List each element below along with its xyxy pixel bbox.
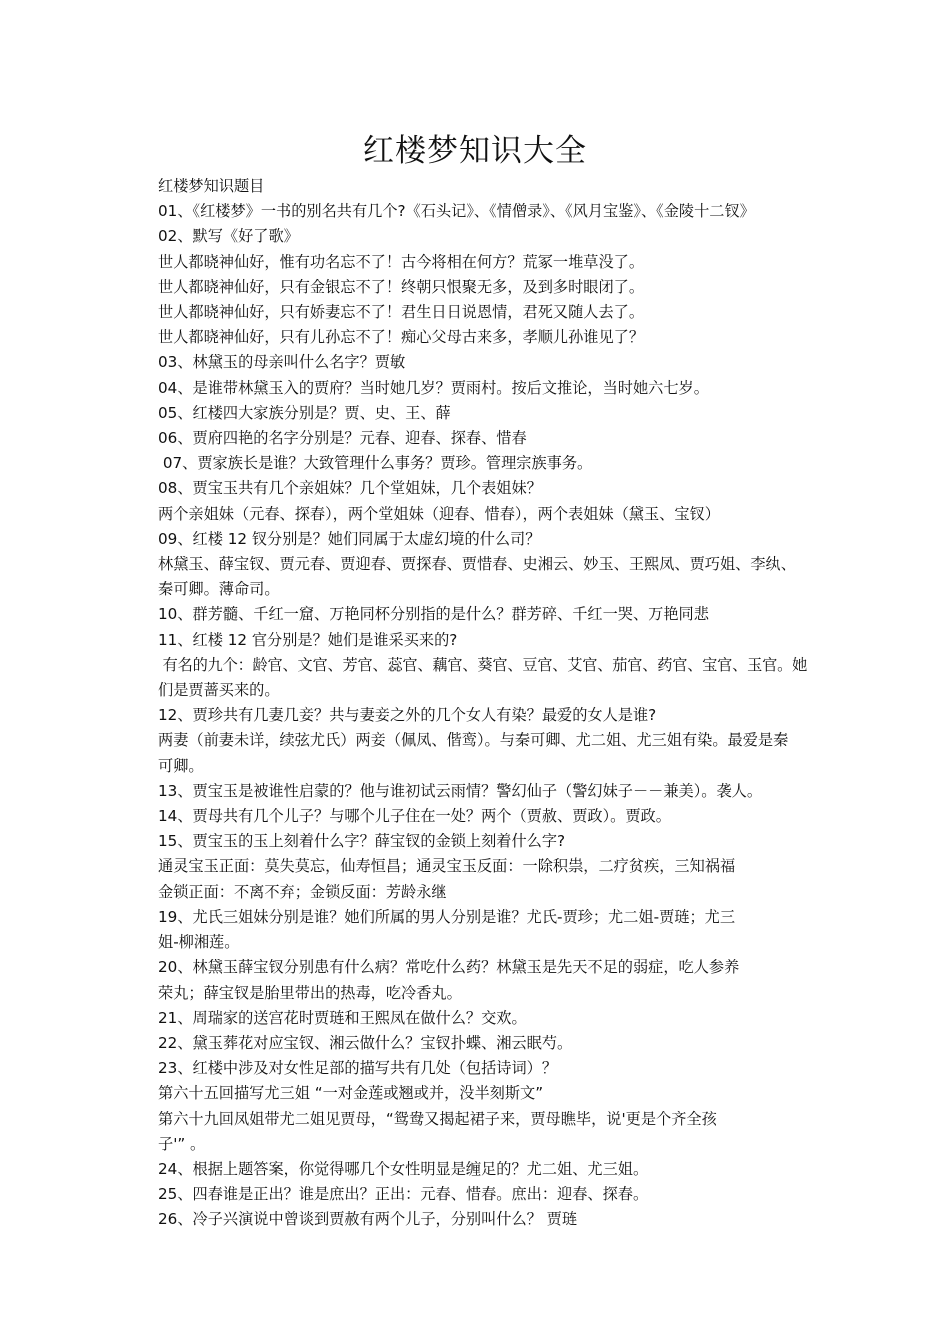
poem-line: 世人都晓神仙好，只有娇妻忘不了！君生日日说恩情，君死又随人去了。	[158, 303, 644, 322]
poem-line: 世人都晓神仙好，惟有功名忘不了！古今将相在何方？荒冢一堆草没了。	[158, 252, 644, 271]
question-line: 23、红楼中涉及对女性足部的描写共有几处（包括诗词）？	[158, 1059, 558, 1078]
question-line: 06、贾府四艳的名字分别是？元春、迎春、探春、惜春	[158, 429, 527, 448]
answer-line: 第六十九回凤姐带尤二姐见贾母，“鸳鸯又揭起裙子来，贾母瞧毕，说'更是个齐全孩	[158, 1109, 717, 1128]
question-line: 08、贾宝玉共有几个亲姐妹？几个堂姐妹，几个表姐妹？	[158, 479, 542, 498]
question-line: 24、根据上题答案，你觉得哪几个女性明显是缠足的？尤二姐、尤三姐。	[158, 1159, 649, 1178]
question-line: 21、周瑞家的送宫花时贾琏和王熙凤在做什么？交欢。	[158, 1008, 527, 1027]
question-line: 04、是谁带林黛玉入的贾府？当时她几岁？贾雨村。按后文推论，当时她六七岁。	[158, 378, 709, 397]
answer-line: 林黛玉、薛宝钗、贾元春、贾迎春、贾探春、贾惜春、史湘云、妙玉、王熙凤、贾巧姐、李纨、	[158, 555, 796, 574]
answer-line: 有名的九个：龄官、文官、芳官、蕊官、藕官、葵官、豆官、艾官、茄官、药官、宝官、玉官。她	[158, 655, 808, 674]
document-body	[158, 174, 808, 1233]
poem-line: 世人都晓神仙好，只有金银忘不了！终朝只恨聚无多，及到多时眼闭了。	[158, 277, 644, 296]
question-line: 12、贾珍共有几妻几妾？共与妻妾之外的几个女人有染？最爱的女人是谁?	[158, 706, 657, 725]
question-line: 15、贾宝玉的玉上刻着什么字？薛宝钗的金锁上刻着什么字?	[158, 832, 566, 851]
question-line: 07、贾家族长是谁？大致管理什么事务？贾珍。管理宗族事务。	[158, 454, 593, 473]
answer-line: 荣丸；薛宝钗是胎里带出的热毒，吃冷香丸。	[158, 983, 462, 1002]
answer-line: 可卿。	[158, 756, 204, 775]
question-line: 05、红楼四大家族分别是？贾、史、王、薛	[158, 403, 451, 422]
section-heading: 红楼梦知识题目	[158, 177, 265, 195]
answer-line: 两妻（前妻未详，续弦尤氏）两妾（佩凤、偕鸾）。与秦可卿、尤二姐、尤三姐有染。最爱是秦	[158, 731, 789, 750]
question-line: 11、红楼 12 官分别是？她们是谁采买来的?	[158, 630, 458, 649]
document-title: 红楼梦知识大全	[363, 133, 587, 169]
question-line: 02、默写《好了歌》	[158, 227, 299, 246]
answer-line: 金锁正面：不离不弃；金锁反面：芳龄永继	[158, 882, 447, 901]
question-line: 19、尤氏三姐妹分别是谁？她们所属的男人分别是谁？尤氏-贾珍；尤二姐-贾琏；尤三	[158, 907, 736, 926]
question-line: 13、贾宝玉是被谁性启蒙的？他与谁初试云雨情？警幻仙子（警幻妹子－－兼美）。袭人。	[158, 781, 763, 800]
question-line: 09、红楼 12 钗分别是？她们同属于太虚幻境的什么司？	[158, 529, 541, 548]
question-line: 25、四春谁是正出？谁是庶出？正出：元春、惜春。庶出：迎春、探春。	[158, 1185, 649, 1204]
answer-line: 通灵宝玉正面：莫失莫忘，仙寿恒昌；通灵宝玉反面：一除积祟，二疗贫疾，三知祸福	[158, 857, 736, 876]
question-line: 10、群芳髓、千红一窟、万艳同杯分别指的是什么？群芳碎、千红一哭、万艳同悲	[158, 605, 709, 624]
question-line: 14、贾母共有几个儿子？与哪个儿子住在一处？两个（贾赦、贾政）。贾政。	[158, 807, 671, 826]
question-line: 26、冷子兴演说中曾谈到贾赦有两个儿子，分别叫什么？ 贾琏	[158, 1210, 578, 1229]
answer-line: 秦可卿。薄命司。	[158, 580, 280, 599]
question-line: 03、林黛玉的母亲叫什么名字？贾敏	[158, 353, 406, 372]
answer-line: 们是贾蔷买来的。	[158, 681, 280, 700]
answer-line: 两个亲姐妹（元春、探春），两个堂姐妹（迎春、惜春），两个表姐妹（黛玉、宝钗）	[158, 504, 720, 523]
answer-line: 子'” 。	[158, 1134, 206, 1153]
question-line: 22、黛玉葬花对应宝钗、湘云做什么？宝钗扑蝶、湘云眠芍。	[158, 1033, 573, 1052]
question-line: 20、林黛玉薛宝钗分别患有什么病？常吃什么药？林黛玉是先天不足的弱症，吃人参养	[158, 958, 740, 977]
answer-line: 第六十五回描写尤三姐 “一对金莲或翘或并，没半刻斯文”	[158, 1084, 544, 1103]
poem-line: 世人都晓神仙好，只有儿孙忘不了！痴心父母古来多，孝顺儿孙谁见了？	[158, 328, 644, 347]
question-line: 01、《红楼梦》一书的别名共有几个?《石头记》、《情僧录》、《风月宝鉴》、《金陵十二钗》	[158, 202, 755, 221]
answer-line: 姐-柳湘莲。	[158, 933, 240, 952]
